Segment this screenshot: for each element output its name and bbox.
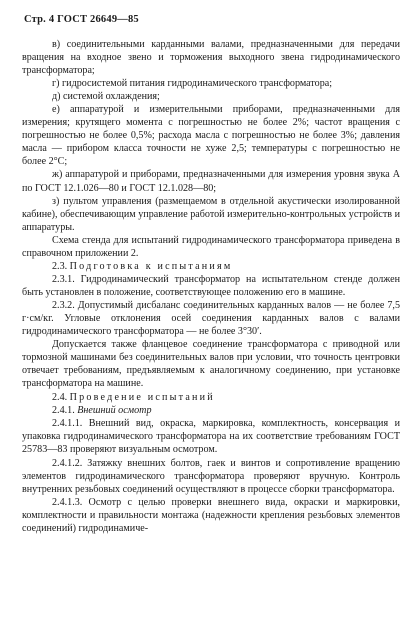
paragraph-2-4-1-2: 2.4.1.2. Затяжку внешних болтов, гаек и винтов и сопротивление вращению элементов гидродинамического трансформатора проверяют вручную. Контроль внутренних резьбовых соединений осуществляют в процессе сборки трансформатора. [22,457,400,495]
section-number: 2.3. [52,260,68,272]
paragraph-2-3-1: 2.3.1. Гидродинамический трансформатор на испытательном стенде должен быть установлен в положение, соответствующее положению его в машине. [22,273,400,298]
page-header: Стр. 4 ГОСТ 26649—85 [24,14,139,25]
list-item-d: д) системой охлаждения; [52,91,160,103]
list-item-e: е) аппаратурой и измерительными приборами, предназначенными для измерения; крутящего момента с погрешностью не более 2%; частот вращения с погрешностью не более 0,5%; расхода масла с погрешностью не более 3%; давления масла — прибором класса точности не хуже 2,5; температуры с погрешностью не более 2°С; [22,104,400,168]
list-item-z: з) пультом управления (размещаемом в отдельной акустически изолированной кабине), обеспечивающим управление работой измерительно-контрольных устройств и аппаратуры. [22,195,400,233]
section-heading-2-3 [22,260,400,273]
paragraph-scheme: Схема стенда для испытаний гидродинамического трансформатора приведена в справочном приложении 2. [22,234,400,259]
paragraph-2-3-2: 2.3.2. Допустимый дисбаланс соединительных карданных валов — не более 7,5 г·см/кг. Угловые отклонения осей соединения карданных валов с валами гидродинамического трансформатора — не более 3°30′. [22,299,400,338]
paragraph-flange: Допускается также фланцевое соединение трансформатора с приводной или тормозной машинами без соединительных валов при условии, что точность центровки отвечает требованиям, предъявляемым к аналогичному соединению, при установке трансформатора на машине. [22,339,400,390]
paragraph-2-4-1-1: 2.4.1.1. Внешний вид, окраска, маркировка, комплектность, консервация и упаковка гидродинамического трансформатора на их соответствие требованиям ГОСТ 25783—83 проверяют визуальным осмотром. [22,418,400,456]
section-title: Проведение испытаний [69,392,215,404]
list-item-g: г) гидросистемой питания гидродинамического трансформатора; [52,78,333,90]
section-heading-2-4 [22,391,400,404]
document-body [22,38,400,535]
list-item-v: в) соединительными карданными валами, предназначенными для передачи вращения на входное звено и торможения выходного звена гидродинамического трансформатора; [22,39,400,77]
section-title: Подготовка к испытаниям [69,260,233,272]
section-title: Внешний осмотр [77,405,152,417]
section-number: 2.4. [52,392,68,404]
section-heading-2-4-1 [22,404,400,417]
section-number: 2.4.1. [52,405,75,417]
paragraph-2-4-1-3: 2.4.1.3. Осмотр с целью проверки внешнего вида, окраски и маркировки, комплектности и правильности монтажа (надежности крепления резьбовых элементов соединений) гидродинамиче- [22,496,400,534]
list-item-zh: ж) аппаратурой и приборами, предназначенными для измерения уровня звука А по ГОСТ 12.1.026—80 и ГОСТ 12.1.028—80; [22,169,400,194]
